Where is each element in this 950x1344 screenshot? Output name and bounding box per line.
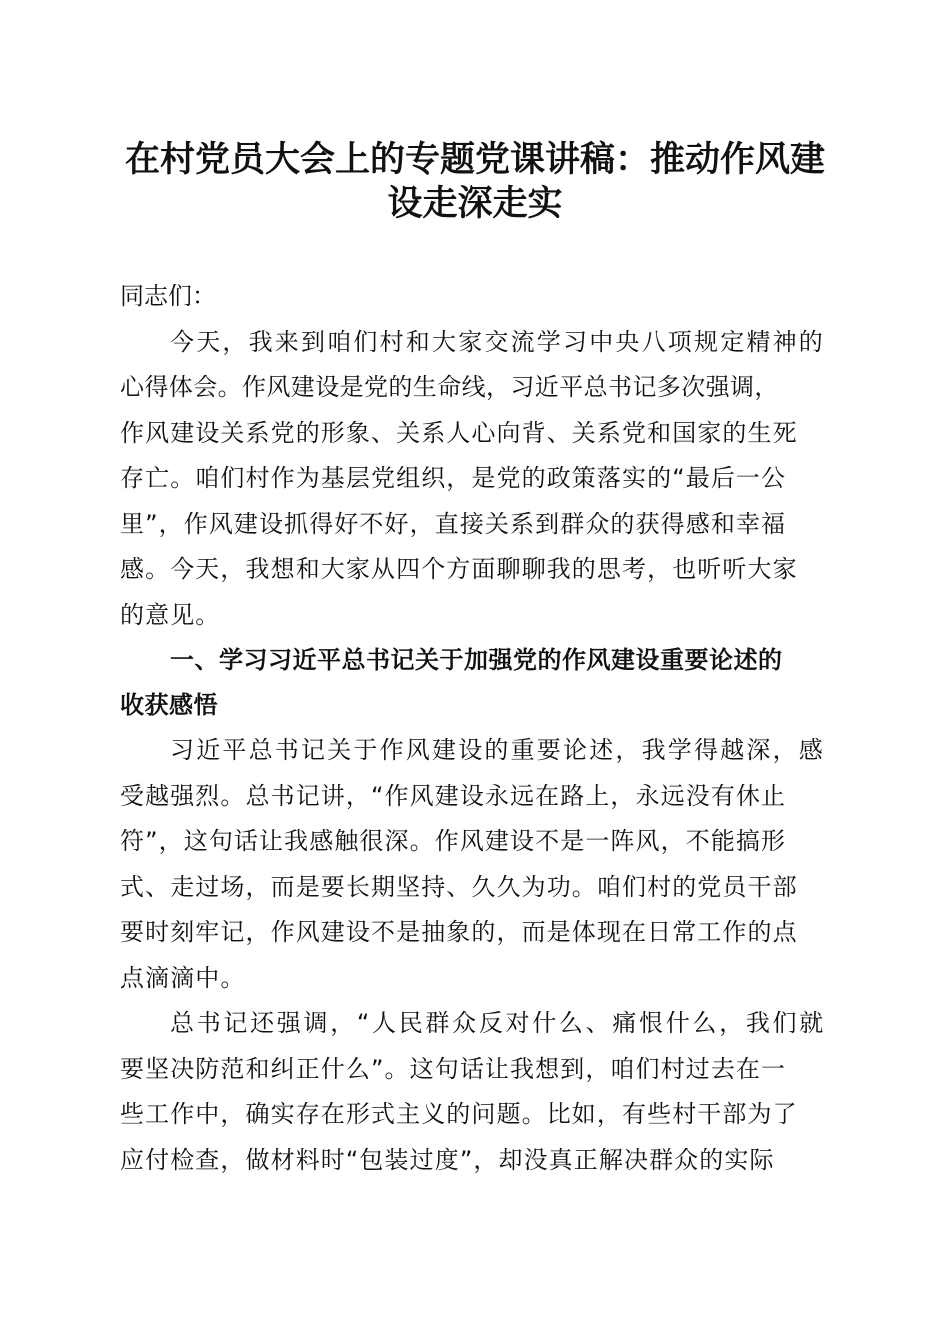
para1-line: [0, 319, 950, 365]
para1-line-text: 里”，作风建设抓得好不好，直接关系到群众的获得感和幸福: [120, 510, 787, 538]
para1-line: [0, 592, 950, 638]
para2-line-text: 式、走过场，而是要长期坚持、久久为功。咱们村的党员干部: [120, 873, 798, 901]
para2-line-text: 受越强烈。总书记讲，“作风建设永远在路上，永远没有休止: [120, 782, 787, 810]
para2-line: [0, 909, 950, 955]
para2-line-text: 符”，这句话让我感触很深。作风建设不是一阵风，不能搞形: [120, 827, 787, 855]
para1-line: [0, 364, 950, 410]
para2-line: [0, 727, 950, 773]
para2-line: [0, 773, 950, 819]
section-heading-text: 收获感悟: [120, 691, 218, 719]
para1-line-text: 感。今天，我想和大家从四个方面聊聊我的思考，也听听大家: [120, 555, 798, 583]
para2-line-text: 要时刻牢记，作风建设不是抽象的，而是体现在日常工作的点: [120, 918, 798, 946]
salutation: [0, 273, 950, 319]
para1-line-text: 的意见。: [120, 601, 221, 629]
para1-line: [0, 410, 950, 456]
para3-line-text: 总书记还强调，“人民群众反对什么、痛恨什么，我们就: [170, 1009, 826, 1037]
para3-line: [0, 1000, 950, 1046]
para3-line-text: 应付检查，做材料时“包装过度”，却没真正解决群众的实际: [120, 1146, 775, 1174]
para3-line: [0, 1091, 950, 1137]
para1-line-text: 心得体会。作风建设是党的生命线，习近平总书记多次强调，: [120, 373, 779, 401]
para3-line: [0, 1137, 950, 1183]
para1-line-text: 作风建设关系党的形象、关系人心向背、关系党和国家的生死: [120, 419, 798, 447]
para1-line: [0, 501, 950, 547]
para2-line-text: 点滴滴中。: [120, 964, 246, 992]
para1-line-text: 今天，我来到咱们村和大家交流学习中央八项规定精神的: [170, 328, 825, 356]
para1-line-text: 存亡。咱们村作为基层党组织，是党的政策落实的“最后一公: [120, 464, 787, 492]
para2-line: [0, 818, 950, 864]
section-heading-text: 一、学习习近平总书记关于加强党的作风建设重要论述的: [170, 646, 783, 674]
salutation-text: 同志们：: [120, 282, 216, 310]
para1-line: [0, 546, 950, 592]
section-heading-line: [0, 637, 950, 683]
para2-line: [0, 864, 950, 910]
para1-line: [0, 455, 950, 501]
document-title-line-1: 在村党员大会上的专题党课讲稿：推动作风建: [124, 139, 825, 180]
para3-line-text: 要坚决防范和纠正什么”。这句话让我想到，咱们村过去在一: [120, 1055, 787, 1083]
para3-line-text: 些工作中，确实存在形式主义的问题。比如，有些村干部为了: [120, 1100, 798, 1128]
para2-line-text: 习近平总书记关于作风建设的重要论述，我学得越深，感: [170, 736, 825, 764]
para2-line: [0, 955, 950, 1001]
para3-line: [0, 1046, 950, 1092]
section-heading-line: [0, 682, 950, 728]
document-title-line-2: 设走深走实: [387, 183, 563, 224]
